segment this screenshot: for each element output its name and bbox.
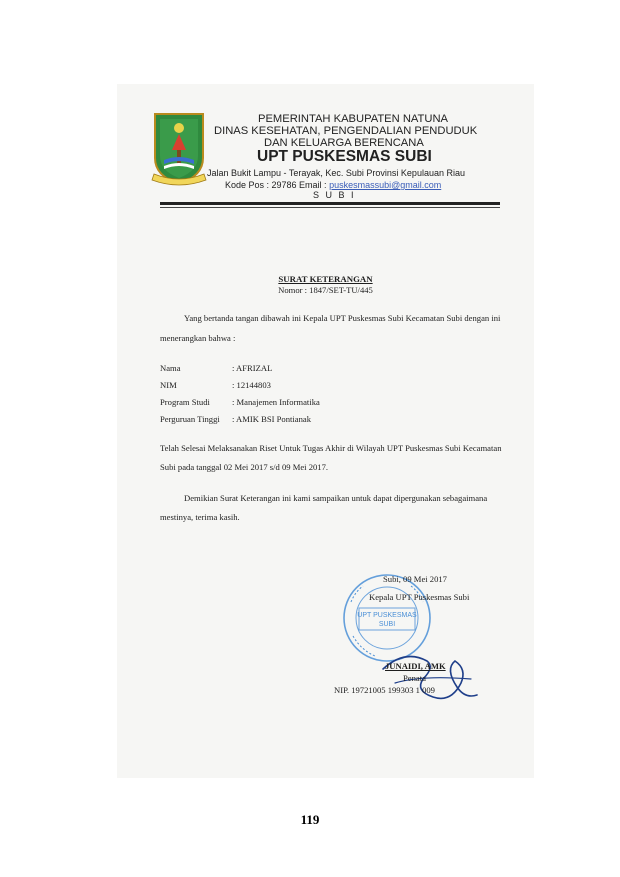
letterhead-rule-thick	[160, 202, 500, 205]
intro-paragraph-line1: Yang bertanda tangan dibawah ini Kepala UPT Puskesmas Subi Kecamatan Subi dengan ini	[184, 313, 501, 323]
field-label-perguruan-tinggi: Perguruan Tinggi	[160, 414, 220, 424]
letterhead-government: PEMERINTAH KABUPATEN NATUNA	[258, 113, 448, 125]
letterhead-agency-cont: DAN KELUARGA BERENCANA	[264, 137, 424, 149]
scanned-letter	[117, 84, 534, 778]
letter-number: Nomor : 1847/SET-TU/445	[278, 285, 373, 295]
page-number: 119	[300, 812, 320, 827]
field-value-nim: : 12144803	[232, 380, 271, 390]
body-paragraph-line1: Telah Selesai Melaksanakan Riset Untuk Tugas Akhir di Wilayah UPT Puskesmas Subi Kecamatan	[160, 443, 502, 453]
stamp-text-line1: UPT PUSKESMAS	[357, 612, 417, 619]
field-value-perguruan-tinggi: : AMIK BSI Pontianak	[232, 414, 312, 424]
letterhead-agency: DINAS KESEHATAN, PENGENDALIAN PENDUDUK	[214, 125, 478, 137]
closing-paragraph-line2: mestinya, terima kasih.	[160, 512, 240, 522]
intro-paragraph-line2: menerangkan bahwa :	[160, 333, 236, 343]
field-label-program-studi: Program Studi	[160, 397, 210, 407]
letterhead-rule-thin	[160, 207, 500, 208]
stamp-text-line2: SUBI	[378, 621, 396, 628]
letterhead-organization: UPT PUSKESMAS SUBI	[257, 148, 432, 165]
signatory-rank: Penata	[403, 673, 426, 683]
handwritten-signature-icon	[375, 639, 485, 709]
body-paragraph-line2: Subi pada tanggal 02 Mei 2017 s/d 09 Mei 2017.	[160, 462, 329, 472]
letter-title: SURAT KETERANGAN	[278, 274, 373, 284]
field-value-program-studi: : Manajemen Informatika	[232, 397, 320, 407]
closing-paragraph-line1: Demikian Surat Keterangan ini kami sampaikan untuk dapat dipergunakan sebagaimana	[184, 493, 488, 503]
signatory-nip: NIP. 19721005 199303 1 009	[334, 685, 435, 695]
postal-code-text: Kode Pos : 29786 Email :	[225, 180, 330, 190]
letterhead-city: S U B I	[313, 190, 356, 200]
signature-date: Subi, 09 Mei 2017	[383, 574, 447, 584]
field-value-nama: : AFRIZAL	[232, 363, 273, 373]
letterhead-contact	[225, 180, 441, 190]
email-link[interactable]: puskesmassubi@gmail.com	[329, 180, 442, 190]
field-label-nim: NIM	[160, 380, 177, 390]
natuna-regency-logo-icon	[150, 110, 208, 190]
signatory-name: JUNAIDI, AMK	[385, 661, 446, 671]
letterhead-address: Jalan Bukit Lampu - Terayak, Kec. Subi Provinsi Kepulauan Riau	[207, 168, 465, 178]
field-label-nama: Nama	[160, 363, 181, 373]
signature-position: Kepala UPT Puskesmas Subi	[369, 592, 470, 602]
